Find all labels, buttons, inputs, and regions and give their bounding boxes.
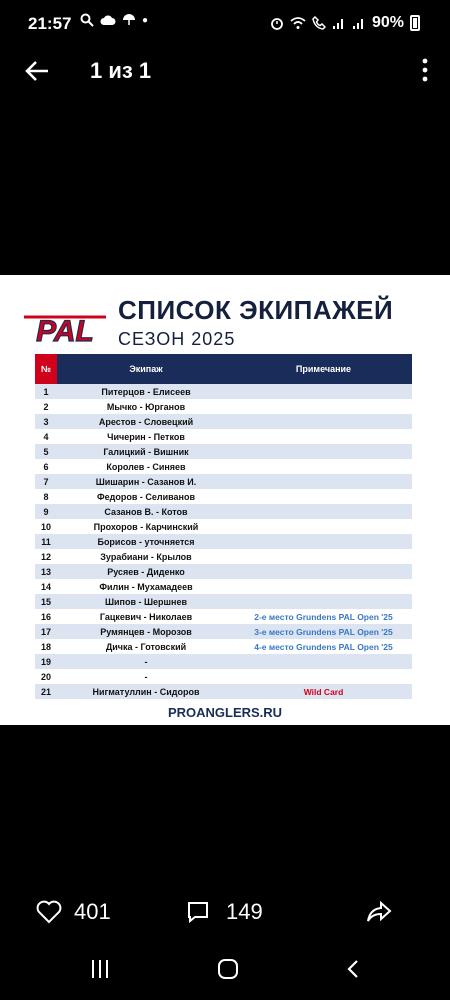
row-note: Wild Card (303, 686, 344, 697)
battery-icon (410, 15, 420, 31)
row-crew: Королев - Синяев (106, 461, 186, 472)
image-counter: 1 из 1 (90, 58, 152, 83)
row-crew: Мычко - Юрганов (106, 401, 186, 412)
table-row (35, 429, 412, 444)
alarm-icon (270, 16, 284, 30)
table-row (35, 414, 412, 429)
arrow-left-icon (24, 60, 50, 82)
status-time: 21:57 (28, 14, 72, 33)
table-row (35, 579, 412, 594)
more-vert-icon (422, 58, 428, 82)
nav-back-button[interactable] (346, 959, 360, 979)
table-row (35, 444, 412, 459)
list-title: СПИСОК ЭКИПАЖЕЙ (118, 295, 394, 325)
svg-text:PAL: PAL (36, 315, 94, 345)
pal-logo (22, 305, 108, 345)
row-crew: Зурабиани - Крылов (100, 551, 192, 562)
row-num: 18 (40, 641, 51, 652)
like-count[interactable]: 401 (74, 899, 111, 924)
search-icon (80, 13, 94, 27)
row-num: 21 (40, 686, 51, 697)
table-row (35, 384, 412, 399)
row-num: 8 (43, 491, 49, 502)
row-num: 20 (40, 671, 51, 682)
table-row (35, 459, 412, 474)
row-crew: Борисов - уточняется (97, 536, 195, 547)
row-num: 17 (40, 626, 51, 637)
recent-apps-button[interactable] (92, 960, 112, 978)
header-crew: Экипаж (129, 364, 163, 374)
post-image[interactable] (0, 275, 450, 725)
table-row (35, 639, 412, 654)
table-row (35, 534, 412, 549)
status-right (270, 14, 420, 32)
row-num: 11 (41, 536, 51, 547)
comment-icon[interactable] (186, 900, 210, 924)
row-crew: Гацкевич - Николаев (99, 611, 193, 622)
row-num: 14 (40, 581, 51, 592)
signal-icon-2 (352, 16, 366, 30)
row-num: 5 (43, 446, 49, 457)
row-crew: Шишарин - Сазанов И. (95, 476, 197, 487)
row-crew: Арестов - Словецкий (98, 416, 194, 427)
row-num: 4 (43, 431, 49, 442)
post-actions (0, 890, 450, 934)
table-row (35, 549, 412, 564)
row-crew: - (144, 671, 148, 682)
table-row (35, 504, 412, 519)
row-crew: Дичка - Готовский (105, 641, 187, 652)
more-options-button[interactable] (422, 58, 428, 89)
row-num: 19 (40, 656, 51, 667)
row-crew: Галицкий - Вишник (103, 446, 189, 457)
navigation-bar (0, 950, 450, 990)
table-row (35, 654, 412, 669)
table-row (35, 489, 412, 504)
row-num: 7 (43, 476, 49, 487)
table-row (35, 594, 412, 609)
row-crew: Чичерин - Петков (107, 431, 185, 442)
heart-icon[interactable] (36, 900, 62, 924)
table-body (35, 384, 412, 699)
row-num: 13 (40, 566, 51, 577)
table-row (35, 399, 412, 414)
call-icon (312, 16, 326, 30)
table-header (35, 354, 412, 384)
row-num: 10 (40, 521, 51, 532)
row-num: 3 (43, 416, 49, 427)
row-crew: Русяев - Диденко (107, 566, 185, 577)
row-note: 4-е место Grundens PAL Open '25 (254, 641, 393, 652)
row-crew: Прохоров - Карчинский (93, 521, 199, 532)
table-row (35, 474, 412, 489)
row-crew: Питерцов - Елисеев (101, 386, 191, 397)
share-icon[interactable] (366, 900, 392, 924)
app-bar (0, 48, 450, 98)
row-num: 1 (43, 386, 49, 397)
table-row (35, 609, 412, 624)
row-num: 6 (43, 461, 49, 472)
crews-table (35, 354, 412, 699)
header-num: № (35, 354, 57, 384)
dot-icon: ● (142, 14, 149, 26)
umbrella-icon (122, 13, 136, 27)
row-note: 2-е место Grundens PAL Open '25 (254, 611, 393, 622)
row-num: 15 (40, 596, 51, 607)
status-left-icons (80, 13, 148, 27)
row-crew: - (144, 656, 148, 667)
wifi-icon (290, 16, 306, 30)
site-url: PROANGLERS.RU (167, 705, 283, 720)
row-crew: Румянцев - Морозов (100, 626, 192, 637)
status-bar (0, 0, 450, 48)
table-row (35, 669, 412, 684)
row-num: 9 (43, 506, 49, 517)
comment-count[interactable]: 149 (226, 899, 263, 924)
row-crew: Филин - Мухамадеев (99, 581, 193, 592)
row-crew: Нигматуллин - Сидоров (92, 686, 200, 697)
season-subtitle: СЕЗОН 2025 (118, 329, 236, 349)
row-crew: Шипов - Шершнев (104, 596, 188, 607)
signal-icon (332, 16, 346, 30)
row-num: 2 (43, 401, 49, 412)
row-crew: Сазанов В. - Котов (104, 506, 188, 517)
table-row (35, 564, 412, 579)
row-crew: Федоров - Селиванов (96, 491, 196, 502)
battery-percent: 90% (371, 14, 404, 31)
header-note: Примечание (295, 364, 352, 374)
table-row (35, 624, 412, 639)
row-num: 16 (40, 611, 51, 622)
row-num: 12 (40, 551, 51, 562)
table-row (35, 519, 412, 534)
back-button[interactable] (22, 56, 52, 86)
table-row (35, 684, 412, 699)
row-note: 3-е место Grundens PAL Open '25 (254, 626, 393, 637)
cloud-icon (100, 14, 116, 26)
home-button[interactable] (218, 959, 238, 979)
